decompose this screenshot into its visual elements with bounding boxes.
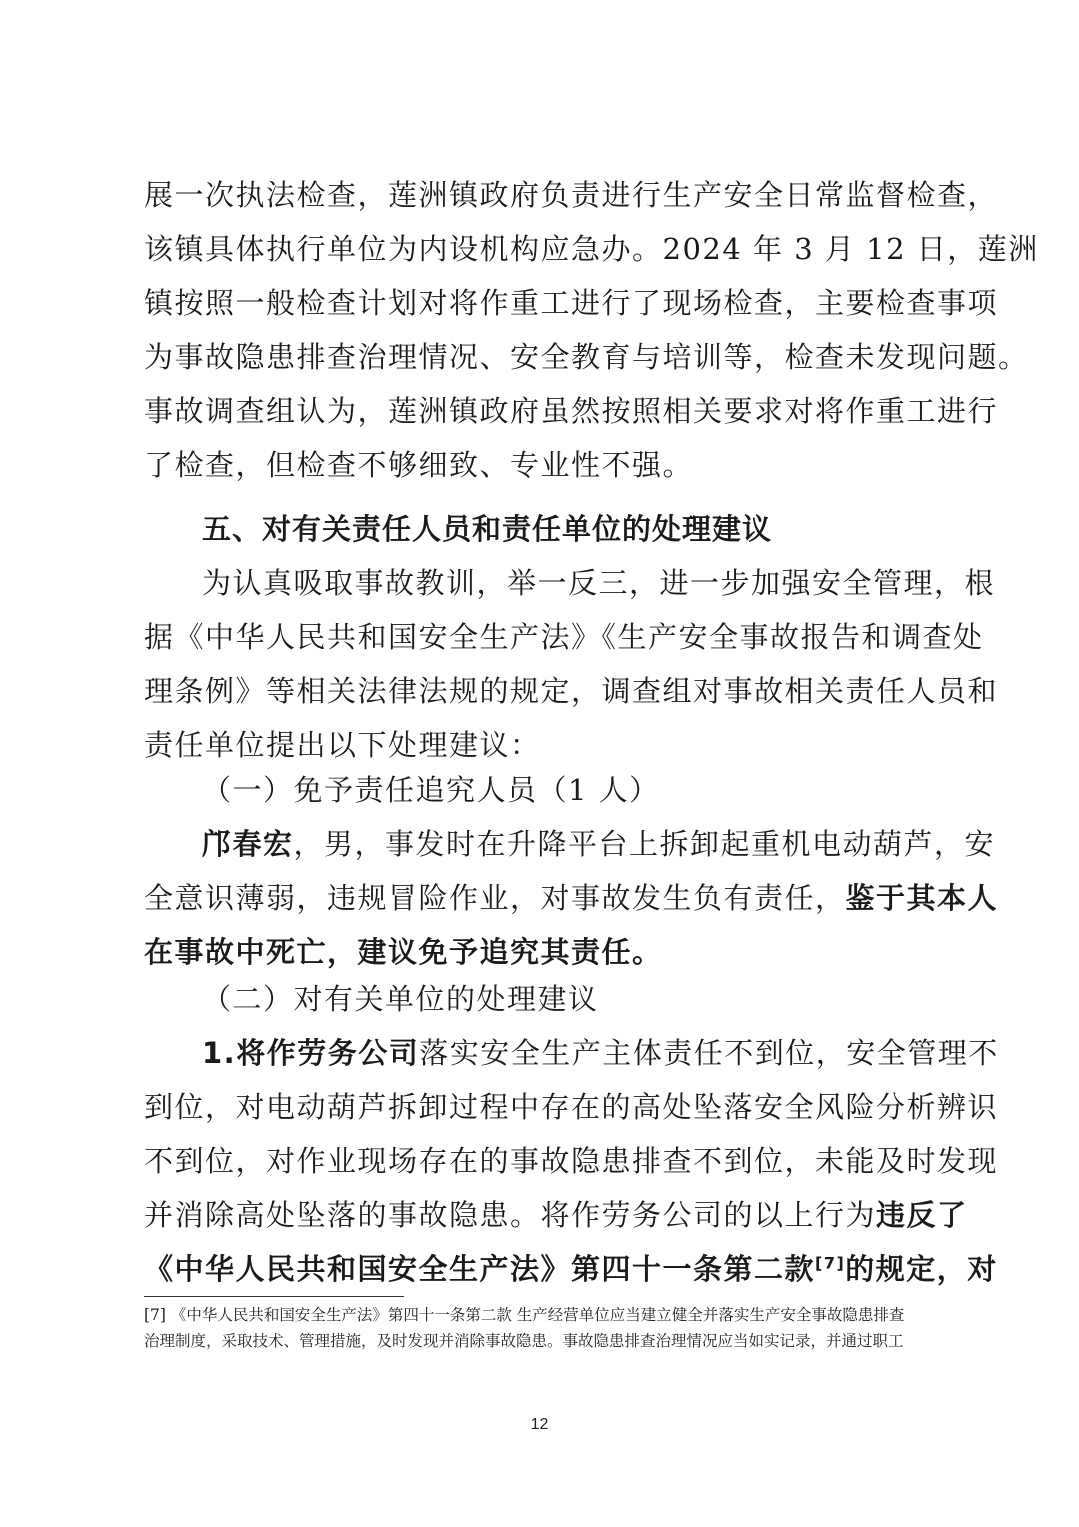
text-line: [144, 1242, 998, 1296]
text-line: 事故调查组认为，莲洲镇政府虽然按照相关要求对将作重工进行: [144, 394, 999, 428]
paragraph-inspection: [144, 168, 1039, 492]
page-number: 12: [530, 1416, 549, 1433]
section-five: [144, 502, 999, 772]
footnote-block: [144, 1302, 944, 1354]
text-line: 到位，对电动葫芦拆卸过程中存在的高处坠落安全风险分析辨识: [144, 1090, 999, 1124]
text-span-bold: 鉴于其本人: [845, 881, 999, 915]
text-line: 展一次执法检查，莲洲镇政府负责进行生产安全日常监督检查，: [144, 178, 999, 212]
person-name: 邝春宏: [202, 827, 294, 861]
text-line: 了检查，但检查不够细致、专业性不强。: [144, 448, 694, 482]
text-line: 据《中华人民共和国安全生产法》《生产安全事故报告和调查处: [144, 620, 984, 654]
text-line: 镇按照一般检查计划对将作重工进行了现场检查，主要检查事项: [144, 286, 999, 320]
footnote-line: [7] 《中华人民共和国安全生产法》第四十一条第二款 生产经营单位应当建立健全并落实生产安全事故隐患排查: [144, 1306, 905, 1324]
text-line: [144, 1026, 999, 1080]
footnote-ref[interactable]: [7]: [815, 1253, 846, 1273]
text-line: 不到位，对作业现场存在的事故隐患排查不到位，未能及时发现: [144, 1144, 999, 1178]
text-line: [144, 871, 999, 925]
footnote-line: 治理制度，采取技术、管理措施，及时发现并消除事故隐患。事故隐患排查治理情况应当如实记录，并通过职工: [144, 1332, 904, 1350]
text-span-bold: 的规定，对: [845, 1252, 998, 1286]
text-line: [144, 1188, 968, 1242]
text-line: [144, 817, 996, 871]
subsection-units: [144, 972, 999, 1296]
subsection-exempt-persons: [144, 763, 999, 979]
text-span: ，男，事发时在升降平台上拆卸起重机电动葫芦，安: [293, 827, 996, 861]
text-span-bold: 违反了: [876, 1198, 968, 1232]
section-heading: 五、对有关责任人员和责任单位的处理建议: [202, 512, 773, 546]
text-span: 全意识薄弱，违规冒险作业，对事故发生负有责任，: [144, 881, 846, 915]
item-label: 1.将作劳务公司: [202, 1036, 420, 1070]
footnote-divider: [144, 1296, 404, 1297]
text-line: 为认真吸取事故教训，举一反三，进一步加强安全管理，根: [202, 566, 996, 600]
text-line: 为事故隐患排查治理情况、安全教育与培训等，检查未发现问题。: [144, 340, 1029, 374]
text-line: 该镇具体执行单位为内设机构应急办。2024 年 3 月 12 日，莲洲: [144, 232, 1039, 266]
text-line: 在事故中死亡，建议免予追究其责任。: [144, 935, 663, 969]
text-span: 并消除高处坠落的事故隐患。将作劳务公司的以上行为: [144, 1198, 877, 1232]
text-line: 责任单位提出以下处理建议：: [144, 728, 541, 762]
text-span: 落实安全生产主体责任不到位，安全管理不: [419, 1036, 999, 1070]
text-line: 理条例》等相关法律法规的规定，调查组对事故相关责任人员和: [144, 674, 999, 708]
text-span-bold: 《中华人民共和国安全生产法》第四十一条第二款: [144, 1252, 816, 1286]
subsection-heading: （一）免予责任追究人员（1 人）: [202, 773, 660, 807]
subsection-heading: （二）对有关单位的处理建议: [202, 982, 599, 1016]
